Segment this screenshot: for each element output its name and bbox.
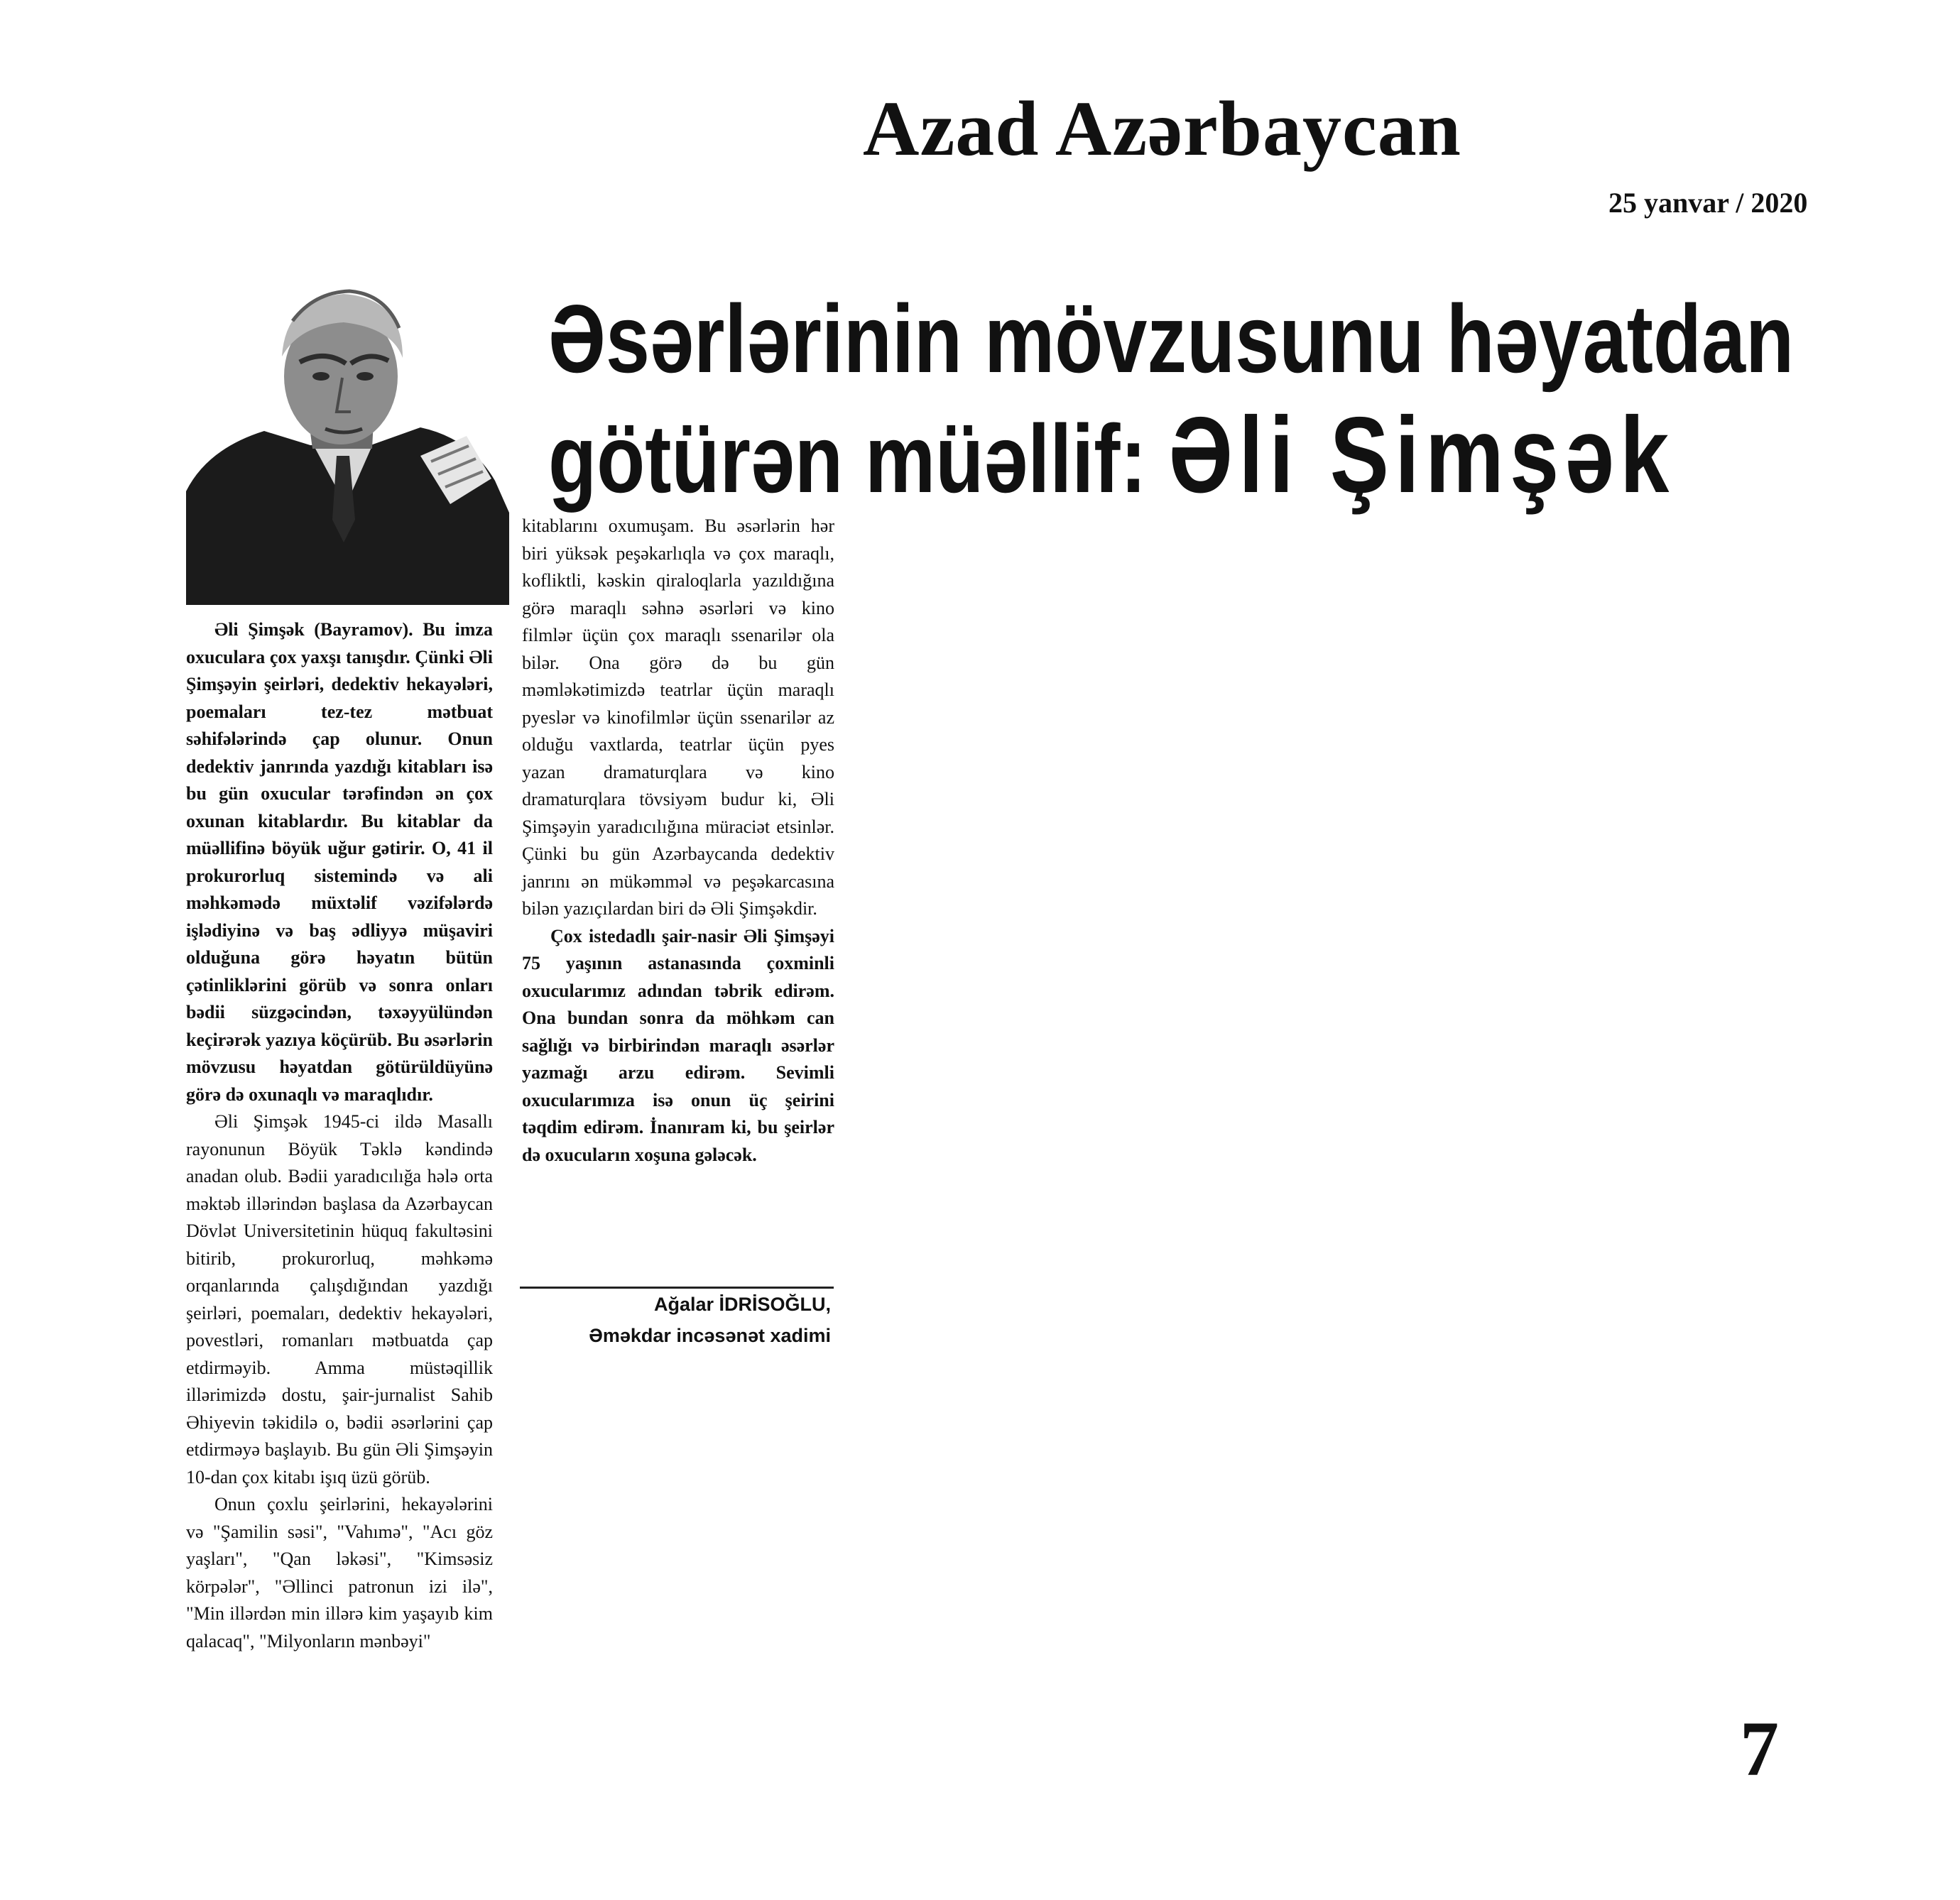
article-column-1: [186, 616, 493, 1655]
author-title: Əməkdar incəsənət xadimi: [589, 1325, 831, 1346]
article-paragraph: Çox istedadlı şair-nasir Əli Şimşəyi 75 yaşının astanasında çoxminli oxucularımız adından təbrik edirəm. Ona bundan sonra da möhkəm can sağlığı və birbirindən maraqlı əsərlər yazmağı arzu edirəm. Sevimli oxucularımıza isə onun üç şeirini təqdim edirəm. İnanıram ki, bu şeirlər də oxucuların xoşuna gələcək.: [522, 925, 834, 1165]
signature-divider: [520, 1287, 834, 1289]
author-signature: Ağalar İDRİSOĞLU,: [653, 1294, 831, 1315]
headline-author-name: Əli Şimşək: [1168, 395, 1675, 515]
author-photo: [186, 278, 509, 605]
article-paragraph: kitablarını oxumuşam. Bu əsərlərin hər biri yüksək peşəkarlıqla və çox maraqlı, kofliktli, kəskin qiraloqlarla yazıldığına görə maraqlı səhnə əsərləri və kino filmlər üçün çox maraqlı ssenarilər ola bilər. Ona görə də bu gün məmləkətimizdə teatrlar üçün maraqlı pyeslər və kinofilmlər üçün ssenarilər az olduğu vaxtlarda, teatrlar üçün pyes yazan dramaturqlara və kino dramaturqlara tövsiyəm budur ki, Əli Şimşəyin yaradıcılığına müraciət etsinlər. Çünki bu gün Azərbaycanda dedektiv janrını ən mükəmməl və peşəkarcasına bilən yazıçılardan biri də Əli Şimşəkdir.: [522, 515, 834, 919]
issue-date: 25 yanvar / 2020: [1608, 187, 1808, 219]
article-headline: [548, 280, 1795, 517]
article-paragraph: Onun çoxlu şeirlərini, hekayələrini və "Şamilin səsi", "Vahımə", "Acı göz yaşları", "Qan ləkəsi", "Kimsəsiz körpələr", "Əllinci patronun izi ilə", "Min illərdən min illərə kim yaşayıb kim qalacaq", "Milyonların mənbəyi": [186, 1494, 493, 1651]
headline-line-2: [548, 395, 1675, 517]
article-paragraph: Əli Şimşək 1945-ci ildə Masallı rayonunun Böyük Təklə kəndində anadan olub. Bədii yaradıcılığa hələ orta məktəb illərindən başlasa da Azərbaycan Dövlət Universitetinin hüquq fakultəsini bitirib, prokurorluq, məhkəmə orqanlarında çalışdığından yazdığı şeirləri, poemaları, dedektiv hekayələri, povestləri, romanları mətbuatda çap etdirməyib. Amma müstəqillik illərimizdə dostu, şair-jurnalist Sahib Əhiyevin təkidilə o, bədii əsərlərini çap etdirməyə başlayıb. Bu gün Əli Şimşəyin 10-dan çox kitabı işıq üzü görüb.: [186, 1111, 493, 1487]
article-column-2: [522, 513, 834, 1169]
newspaper-name: Azad Azərbaycan: [863, 85, 1461, 172]
page-number: 7: [1740, 1705, 1779, 1792]
headline-line-1: Əsərlərinin mövzusunu həyatdan: [548, 285, 1795, 393]
article-paragraph: Əli Şimşək (Bayramov). Bu imza oxuculara çox yaxşı tanışdır. Çünki Əli Şimşəyin şeirləri, dedektiv hekayələri, poemaları tez-tez mətbuat səhifələrində çap olunur. Onun dedektiv janrında yazdığı kitabları isə bu gün oxucular tərəfindən ən çox oxunan kitablardır. Bu kitablar da müəllifinə böyük uğur gətirir. O, 41 il prokurorluq sistemində və ali məhkəmədə müxtəlif vəzifələrdə işlədiyinə və baş ədliyyə müşaviri olduğuna görə həyatın bütün çətinliklərini görüb və sonra onları bədii süzgəcindən, təxəyyülündən keçirərək yazıya köçürüb. Bu əsərlərin mövzusu həyatdan götürüldüyünə görə də oxunaqlı və maraqlıdır.: [186, 619, 493, 1105]
headline-line-2-text: götürən müəllif:: [548, 405, 1147, 513]
